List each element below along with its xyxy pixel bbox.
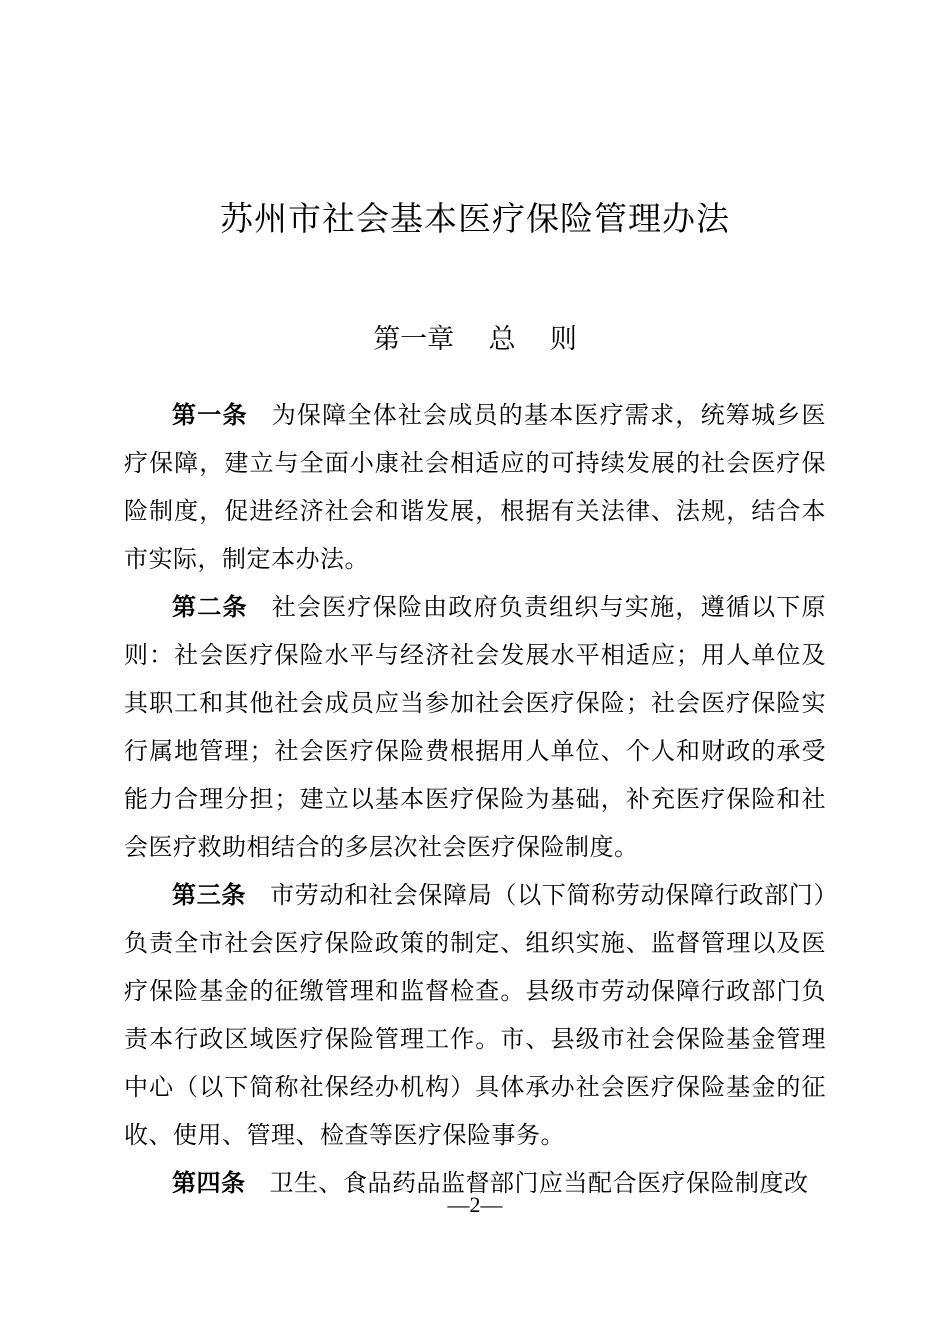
- chapter-title: 第一章 总 则: [373, 324, 577, 355]
- article-3: [124, 871, 826, 1159]
- article-text: 为保障全体社会成员的基本医疗需求，统筹城乡医疗保障，建立与全面小康社会相适应的可持续发展的社会医疗保险制度，促进经济社会和谐发展，根据有关法律、法规，结合本市实际，制定本办法。: [124, 401, 826, 573]
- article-label: 第一条: [172, 401, 248, 429]
- article-text: 市劳动和社会保障局（以下简称劳动保障行政部门）负责全市社会医疗保险政策的制定、组织实施、监督管理以及医疗保险基金的征缴管理和监督检查。县级市劳动保障行政部门负责本行政区域医疗保险管理工作。市、县级市社会保险基金管理中心（以下简称社保经办机构）具体承办社会医疗保险基金的征收、使用、管理、检查等医疗保险事务。: [124, 881, 827, 1149]
- article-label: 第二条: [172, 593, 248, 621]
- article-label: 第四条: [172, 1169, 246, 1197]
- article-label: 第三条: [172, 881, 247, 909]
- document-body: [124, 391, 826, 1207]
- page-number: —2—: [447, 1192, 503, 1217]
- article-text: 社会医疗保险由政府负责组织与实施，遵循以下原则：社会医疗保险水平与经济社会发展水平相适应；用人单位及其职工和其他社会成员应当参加社会医疗保险；社会医疗保险实行属地管理；社会医疗保险费根据用人单位、个人和财政的承受能力合理分担；建立以基本医疗保险为基础，补充医疗保险和社会医疗救助相结合的多层次社会医疗保险制度。: [124, 593, 826, 861]
- document-title: 苏州市社会基本医疗保险管理办法: [220, 199, 730, 238]
- article-1: [124, 391, 826, 583]
- article-2: [124, 583, 826, 871]
- article-text: 卫生、食品药品监督部门应当配合医疗保险制度改: [269, 1169, 809, 1197]
